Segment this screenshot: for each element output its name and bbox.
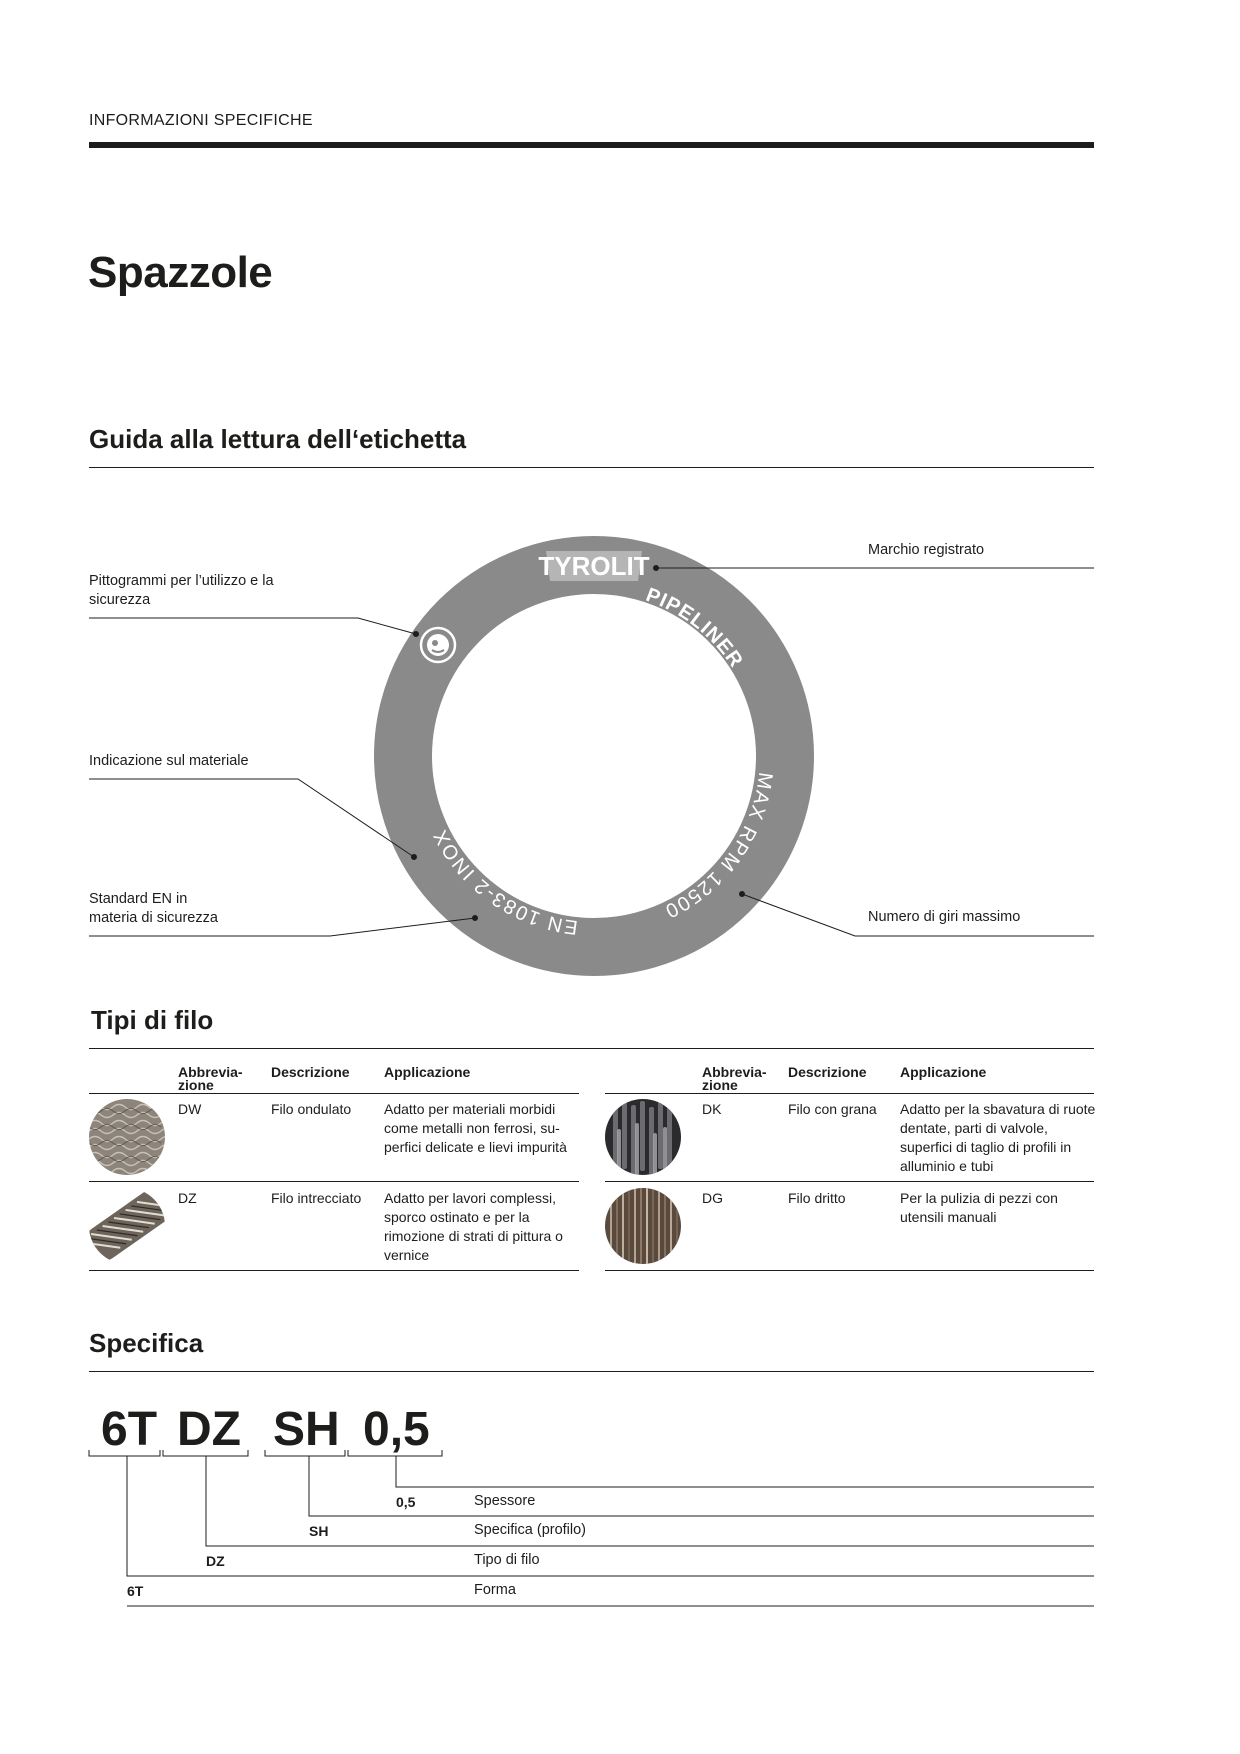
connector-thickness <box>396 1456 1094 1487</box>
row-dw-application: Adatto per materiali morbidi come metalli non ferrosi, su-perfici delicate e lievi impurità <box>384 1101 567 1155</box>
header-description-left: Descrizione <box>271 1064 350 1080</box>
row-dk-application: Adatto per la sbavatura di ruote dentate, parti di valvole, superfici di taglio di profili in alluminio e tubi <box>900 1101 1096 1174</box>
brush-label-ring <box>403 565 785 947</box>
callout-max-rpm: Numero di giri massimo <box>868 909 1021 925</box>
header-application-right: Applicazione <box>900 1064 987 1080</box>
row-dz-code: DZ <box>178 1190 197 1206</box>
table-left-row-rule-1 <box>89 1181 579 1182</box>
row-dw-code: DW <box>178 1101 202 1117</box>
callout-material: Indicazione sul materiale <box>89 753 249 769</box>
row-dz-application: Adatto per lavori complessi, sporco ostinato e per la rimozione di strati di pittura o vernice <box>384 1190 563 1263</box>
spec-code-profile: SH <box>273 1403 340 1456</box>
table-right-row-rule-2 <box>605 1270 1094 1271</box>
callout-pictograms: Pittogrammi per l’utilizzo e la sicurezza <box>89 573 274 608</box>
bracket-wire-type <box>163 1450 248 1456</box>
section-header-label: INFORMAZIONI SPECIFICHE <box>89 112 313 129</box>
callout-standard: Standard EN in materia di sicurezza <box>89 891 218 926</box>
table-left-row-rule-2 <box>89 1270 579 1271</box>
spec-row-code-form: 6T <box>127 1583 144 1599</box>
specification-title: Specifica <box>89 1328 204 1358</box>
bracket-profile <box>265 1450 345 1456</box>
connector-wire-type <box>206 1456 1094 1546</box>
spec-row-label-profile: Specifica (profilo) <box>474 1522 587 1538</box>
connector-profile <box>309 1456 1094 1516</box>
label-guide-title: Guida alla lettura dell‘etichetta <box>89 424 467 454</box>
brand-text: TYROLIT <box>538 551 650 581</box>
header-rule <box>89 142 1094 148</box>
leader-dot-max-rpm <box>740 892 745 897</box>
row-dk-code: DK <box>702 1101 722 1117</box>
spec-row-label-form: Forma <box>474 1582 516 1598</box>
row-dg-code: DG <box>702 1190 723 1206</box>
spec-breakdown-diagram <box>0 1440 1240 1610</box>
tyrolit-logo <box>538 551 649 581</box>
product-name-text: PIPELINER <box>642 583 748 672</box>
callout-trademark: Marchio registrato <box>868 542 985 558</box>
spec-code-wire-type: DZ <box>177 1403 241 1456</box>
straight-wire-image <box>605 1188 681 1264</box>
leader-dot-material <box>412 855 417 860</box>
spec-row-code-profile: SH <box>309 1523 329 1539</box>
spec-code-form: 6T <box>101 1403 158 1456</box>
bracket-form <box>89 1450 160 1456</box>
spec-row-label-wire-type: Tipo di filo <box>474 1552 540 1568</box>
label-guide-rule <box>89 467 1094 468</box>
leader-dot-pictograms <box>414 632 419 637</box>
leader-dot-trademark <box>654 566 659 571</box>
table-left-header-rule <box>89 1093 579 1094</box>
wire-types-title: Tipi di filo <box>91 1005 214 1035</box>
spec-row-code-thickness: 0,5 <box>396 1494 416 1510</box>
twisted-wire-image <box>89 1188 165 1264</box>
bracket-thickness <box>348 1450 442 1456</box>
header-abbreviation-right: Abbrevia- zione <box>702 1064 767 1093</box>
row-dz-description: Filo intrecciato <box>271 1190 362 1206</box>
row-dg-application: Per la pulizia di pezzi con utensili manuali <box>900 1190 1058 1225</box>
leader-line-material <box>89 779 414 857</box>
page-title: Spazzole <box>88 248 273 297</box>
header-description-right: Descrizione <box>788 1064 867 1080</box>
spec-code-thickness: 0,5 <box>363 1403 430 1456</box>
en-standard-text: EN 1083-2 INOX <box>429 825 580 939</box>
row-dk-description: Filo con grana <box>788 1101 877 1117</box>
grit-wire-image <box>605 1099 681 1175</box>
leader-line-pictograms <box>89 618 416 634</box>
spec-row-label-thickness: Spessore <box>474 1493 536 1509</box>
wire-types-rule <box>89 1048 1094 1049</box>
max-rpm-text: MAX RPM 12500 <box>660 770 777 923</box>
row-dw-description: Filo ondulato <box>271 1101 352 1117</box>
header-abbreviation-left: Abbrevia- zione <box>178 1064 243 1093</box>
table-right-row-rule-1 <box>605 1181 1094 1182</box>
specification-rule <box>89 1371 1094 1372</box>
row-dg-description: Filo dritto <box>788 1190 846 1206</box>
leader-dot-standard <box>473 916 478 921</box>
table-right-header-rule <box>605 1093 1094 1094</box>
header-application-left: Applicazione <box>384 1064 471 1080</box>
spec-row-code-wire-type: DZ <box>206 1553 225 1569</box>
wavy-wire-image <box>89 1099 165 1175</box>
